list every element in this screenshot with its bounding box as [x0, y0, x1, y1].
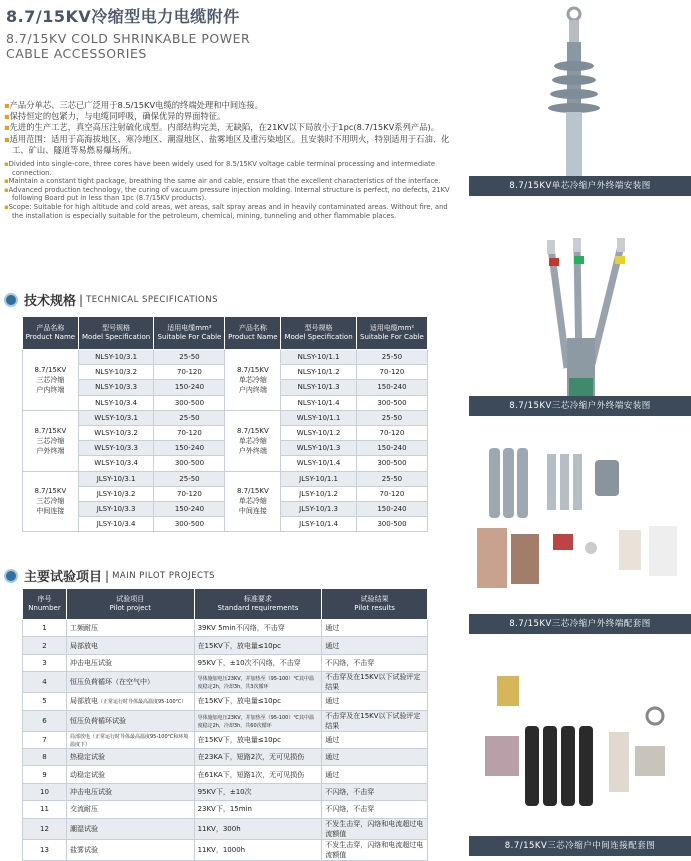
test-requirement: 在23KA下，短路2次，无可见损伤 — [194, 748, 322, 765]
spec-cable-size: 25-50 — [356, 410, 427, 425]
spec-cable-size: 70-120 — [154, 486, 225, 501]
spec-model: JLSY-10/3.4 — [78, 517, 154, 532]
spec-title-en: TECHNICAL SPECIFICATIONS — [86, 294, 218, 305]
test-item: 恒压负荷循环（在空气中） — [66, 672, 194, 693]
test-item: 冲击电压试验 — [66, 783, 194, 800]
photo-single-core-termination — [469, 0, 691, 176]
spec-model: WLSY-10/3.3 — [78, 441, 154, 456]
spec-cable-size: 300-500 — [356, 456, 427, 471]
test-number: 4 — [23, 672, 67, 693]
spec-model: NLSY-10/1.4 — [281, 395, 357, 410]
tests-table — [22, 588, 428, 861]
intro-bullets — [4, 100, 456, 220]
spec-model: JLSY-10/1.3 — [281, 501, 357, 516]
test-result: 不闪络，不击穿 — [322, 783, 428, 800]
spec-model: WLSY-10/1.3 — [281, 441, 357, 456]
spec-row — [23, 410, 428, 425]
test-result: 不发生击穿，闪络和电流超过电流额值 — [322, 839, 428, 860]
test-requirement: 95KV下，±10次不闪络，不击穿 — [194, 654, 322, 671]
test-requirement: 23KV下，15min — [194, 801, 322, 818]
spec-header-2: 适用电缆mm² Suitable For Cable — [154, 317, 225, 350]
intro-en-4: ▪Scope: Suitable for high altitude and cold areas, wet areas, salt spray areas and in heavily contaminated areas. Without fire, and the installation is especially suitable for the petroleum, chemical, mining, tunneling and other flammable places. — [4, 202, 448, 220]
tests-header-0: 序号 Nnumber — [23, 589, 67, 620]
tests-row — [23, 839, 428, 860]
spec-model: NLSY-10/3.4 — [78, 395, 154, 410]
tests-section-heading — [4, 566, 215, 585]
test-requirement: 在15KV下，放电量≤10pc — [194, 637, 322, 654]
intro-cn-2: ▪保持恒定的包紧力，与电缆同呼吸，确保优异的界面特征。 — [4, 111, 226, 122]
spec-model: JLSY-10/1.1 — [281, 471, 357, 486]
test-item: 潮湿试验 — [66, 818, 194, 839]
tests-header-1: 试验项目 Pilot project — [66, 589, 194, 620]
spec-header-0: 产品名称 Product Name — [23, 317, 79, 350]
test-result: 通过 — [322, 620, 428, 637]
spec-model: NLSY-10/1.1 — [281, 350, 357, 365]
test-item: 恒压负荷循环试验 — [66, 710, 194, 731]
test-requirement: 95KV下，±10次 — [194, 783, 322, 800]
test-requirement: 在15KV下，放电量≤10pc — [194, 693, 322, 710]
spec-model: WLSY-10/1.4 — [281, 456, 357, 471]
spec-cable-size: 70-120 — [154, 425, 225, 440]
spec-cable-size: 150-240 — [356, 441, 427, 456]
test-requirement: 在61KA下，短路1次，无可见损伤 — [194, 766, 322, 783]
test-number: 13 — [23, 839, 67, 860]
spec-cable-size: 25-50 — [154, 410, 225, 425]
spec-model: NLSY-10/3.1 — [78, 350, 154, 365]
tests-header-3: 试验结果 Pilot results — [322, 589, 428, 620]
spec-cable-size: 300-500 — [356, 395, 427, 410]
bullet-icon: ▪ — [4, 122, 10, 133]
spec-cable-size: 25-50 — [356, 350, 427, 365]
tests-row — [23, 783, 428, 800]
test-item: 动稳定试验 — [66, 766, 194, 783]
spec-cable-size: 25-50 — [154, 350, 225, 365]
test-number: 5 — [23, 693, 67, 710]
test-result: 不发生击穿，闪络和电流超过电流额值 — [322, 818, 428, 839]
tests-row — [23, 818, 428, 839]
test-result: 不闪络，不击穿 — [322, 654, 428, 671]
test-number: 12 — [23, 818, 67, 839]
test-result: 不击穿及在15KV以下试验评定结果 — [322, 672, 428, 693]
photo-joint-kit — [469, 656, 691, 836]
photo-three-core-termination — [469, 218, 691, 396]
tests-row — [23, 801, 428, 818]
section-circle-icon — [4, 569, 18, 583]
tests-row — [23, 693, 428, 710]
tests-row — [23, 766, 428, 783]
spec-product-name-left: 8.7/15KV 三芯冷缩 户内终端 — [23, 350, 79, 411]
tests-row — [23, 620, 428, 637]
spec-cable-size: 300-500 — [154, 517, 225, 532]
tests-header-2: 标准要求 Standard requirements — [194, 589, 322, 620]
bullet-icon: ▪ — [4, 111, 10, 122]
spec-cable-size: 70-120 — [154, 365, 225, 380]
spec-row — [23, 350, 428, 365]
bullet-icon: ▪ — [4, 177, 9, 186]
tests-title-en: MAIN PILOT PROJECTS — [112, 570, 216, 581]
bullet-icon: ▪ — [4, 100, 10, 110]
spec-model: JLSY-10/3.2 — [78, 486, 154, 501]
test-item: 交流耐压 — [66, 801, 194, 818]
spec-header-4: 型号规格 Model Specification — [281, 317, 357, 350]
test-result: 通过 — [322, 637, 428, 654]
spec-cable-size: 150-240 — [356, 380, 427, 395]
intro-cn-1: ▪产品分单芯、三芯已广泛用于8.5/15KV电缆的终端处理和中间连接。 — [4, 100, 264, 110]
test-result: 通过 — [322, 731, 428, 748]
joint-kit-image — [469, 656, 691, 836]
test-item: 冲击电压试验 — [66, 654, 194, 671]
test-number: 1 — [23, 620, 67, 637]
spec-product-name-right: 8.7/15KV 单芯冷缩 中间连接 — [225, 471, 281, 532]
section-circle-icon — [4, 293, 18, 307]
divider: | — [79, 292, 84, 307]
subtitle-line-1: 8.7/15KV COLD SHRINKABLE POWER — [6, 31, 251, 46]
page-title: 8.7/15KV冷缩型电力电缆附件 — [6, 7, 240, 26]
spec-cable-size: 25-50 — [356, 471, 427, 486]
spec-product-name-right: 8.7/15KV 单芯冷缩 户外终端 — [225, 410, 281, 471]
test-item: 局部放电 — [66, 637, 194, 654]
test-requirement: 39KV 5min不闪络，不击穿 — [194, 620, 322, 637]
test-result: 不闪络，不击穿 — [322, 801, 428, 818]
spec-cable-size: 300-500 — [356, 517, 427, 532]
spec-cable-size: 150-240 — [154, 441, 225, 456]
spec-model: JLSY-10/1.2 — [281, 486, 357, 501]
test-number: 9 — [23, 766, 67, 783]
spec-model: WLSY-10/1.1 — [281, 410, 357, 425]
termination-kit-image — [469, 438, 691, 614]
bullet-icon: ▪ — [4, 185, 9, 194]
spec-cable-size: 150-240 — [154, 380, 225, 395]
spec-cable-size: 150-240 — [154, 501, 225, 516]
spec-product-name-left: 8.7/15KV 三芯冷缩 中间连接 — [23, 471, 79, 532]
intro-en-3: ▪Advanced production technology, the curing of vacuum pressure injection molding. Internal structure is perfect, no defects, 21KV following Board put in less than 1pc (8.7/15KV products). — [4, 185, 450, 203]
test-item: 热稳定试验 — [66, 748, 194, 765]
test-number: 11 — [23, 801, 67, 818]
intro-en-1: ▪Divided into single-core, three cores have been widely used for 8.5/15KV voltage cable terminal processing and intermediate connection. — [4, 160, 436, 177]
spec-product-name-right: 8.7/15KV 单芯冷缩 户内终端 — [225, 350, 281, 411]
test-requirement: 11KV，300h — [194, 818, 322, 839]
photo-termination-kit — [469, 438, 691, 614]
spec-cable-size: 300-500 — [154, 456, 225, 471]
spec-model: WLSY-10/1.2 — [281, 425, 357, 440]
photo-caption-2: 8.7/15KV三芯冷缩户外终端安装图 — [469, 396, 691, 416]
termination-image — [469, 0, 691, 176]
spec-model: JLSY-10/1.4 — [281, 517, 357, 532]
test-number: 2 — [23, 637, 67, 654]
tests-row — [23, 710, 428, 731]
photo-caption-3: 8.7/15KV三芯冷缩户外终端配套图 — [469, 614, 691, 634]
bullet-icon: ▪ — [4, 202, 9, 211]
test-requirement: 在15KV下，放电量≤10pc — [194, 731, 322, 748]
spec-cable-size: 70-120 — [356, 425, 427, 440]
intro-cn-3: ▪先进的生产工艺，真空高压注射硫化成型。内部结构完美，无缺陷，在21KV以下局放小于1pc(8.7/15KV系列产品)。 — [4, 122, 440, 133]
spec-cable-size: 25-50 — [154, 471, 225, 486]
test-requirement: 导体施加电压23KV，并加热至（95-100）℃其中温度稳定2h，冷却3h，共3次循环 — [194, 672, 322, 693]
spec-cable-size: 150-240 — [356, 501, 427, 516]
test-number: 10 — [23, 783, 67, 800]
photo-caption-4: 8.7/15KV三芯冷缩户中间连接配套图 — [469, 836, 691, 856]
tests-row — [23, 654, 428, 671]
bullet-icon: ▪ — [4, 160, 9, 169]
spec-cable-size: 300-500 — [154, 395, 225, 410]
three-core-termination-image — [469, 218, 691, 396]
tests-row — [23, 748, 428, 765]
divider: | — [105, 568, 110, 583]
spec-table — [22, 316, 428, 532]
spec-title-cn: 技术规格 — [24, 294, 77, 309]
spec-product-name-left: 8.7/15KV 三芯冷缩 户外终端 — [23, 410, 79, 471]
test-result: 不击穿及在15KV以下试验评定结果 — [322, 710, 428, 731]
test-requirement: 11KV，1000h — [194, 839, 322, 860]
spec-section-heading — [4, 290, 218, 309]
test-number: 8 — [23, 748, 67, 765]
spec-model: WLSY-10/3.1 — [78, 410, 154, 425]
spec-model: JLSY-10/3.1 — [78, 471, 154, 486]
test-item: 工频耐压 — [66, 620, 194, 637]
spec-model: WLSY-10/3.2 — [78, 425, 154, 440]
test-requirement: 导体施加电压23KV，并加热至（95-100）℃其中温度稳定2h，冷却3h，共60次循环 — [194, 710, 322, 731]
spec-model: JLSY-10/3.3 — [78, 501, 154, 516]
test-number: 6 — [23, 710, 67, 731]
spec-header-5: 适用电缆mm² Suitable For Cable — [356, 317, 427, 350]
spec-model: NLSY-10/3.3 — [78, 380, 154, 395]
page-subtitle — [6, 31, 250, 61]
spec-model: WLSY-10/3.4 — [78, 456, 154, 471]
spec-cable-size: 70-120 — [356, 486, 427, 501]
spec-model: NLSY-10/1.2 — [281, 365, 357, 380]
spec-model: NLSY-10/3.2 — [78, 365, 154, 380]
tests-row — [23, 731, 428, 748]
subtitle-line-2: CABLE ACCESSORIES — [6, 46, 147, 61]
test-item: 局部放电（正常运行时导体最高温度95-100℃） — [66, 693, 194, 710]
spec-header-3: 产品名称 Product Name — [225, 317, 281, 350]
intro-en-2: ▪Maintain a constant tight package, breathing the same air and cable, ensure that the excellent characteristics of the interface. — [4, 177, 441, 186]
intro-cn-4: ▪适用范围：适用于高海拔地区、寒冷地区、潮湿地区、盐雾地区及重污染地区。且安装时不用明火，特别适用于石油、化工、矿山、隧道等易燃易爆场所。 — [4, 133, 450, 155]
tests-row — [23, 672, 428, 693]
tests-title-cn: 主要试验项目 — [24, 570, 103, 585]
test-number: 7 — [23, 731, 67, 748]
spec-header-1: 型号规格 Model Specification — [78, 317, 154, 350]
test-result: 通过 — [322, 766, 428, 783]
spec-row — [23, 471, 428, 486]
spec-model: NLSY-10/1.3 — [281, 380, 357, 395]
test-result: 通过 — [322, 748, 428, 765]
test-number: 3 — [23, 654, 67, 671]
test-item: 盐雾试验 — [66, 839, 194, 860]
tests-row — [23, 637, 428, 654]
test-item: 局部放电（正常运行时导体最高温度95-100℃和环境温度下） — [66, 731, 194, 748]
test-result: 通过 — [322, 693, 428, 710]
spec-cable-size: 70-120 — [356, 365, 427, 380]
bullet-icon: ▪ — [4, 133, 10, 144]
photo-caption-1: 8.7/15KV单芯冷缩户外终端安装图 — [469, 176, 691, 196]
test-item-note: （正常运行时导体最高温度95-100℃） — [97, 699, 187, 706]
